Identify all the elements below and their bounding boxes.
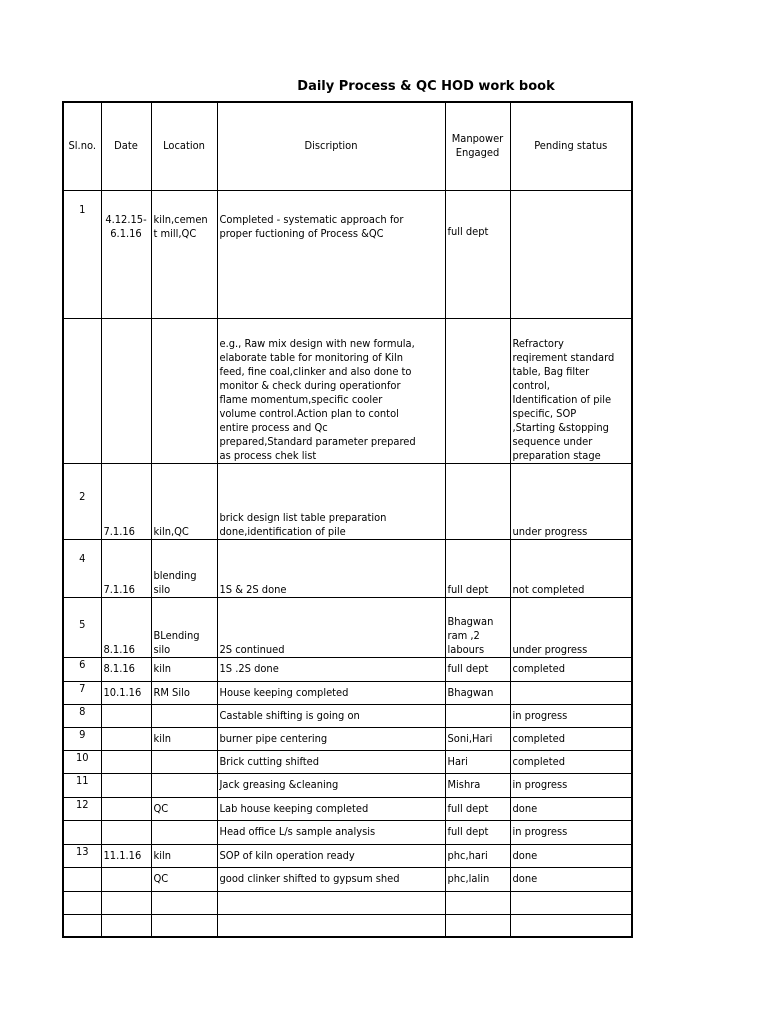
cell-date bbox=[101, 750, 151, 773]
table-row bbox=[63, 867, 632, 891]
cell-location bbox=[151, 914, 217, 937]
cell-pending: completed bbox=[510, 727, 632, 750]
cell-slno bbox=[63, 318, 101, 463]
cell-pending: not completed bbox=[510, 539, 632, 597]
cell-slno: 6 bbox=[63, 657, 101, 681]
table-row bbox=[63, 463, 632, 539]
cell-slno: 4 bbox=[63, 539, 101, 597]
table-header-row bbox=[63, 102, 632, 190]
cell-pending: in progress bbox=[510, 704, 632, 727]
cell-description: brick design list table preparation done,identification of pile bbox=[217, 463, 445, 539]
cell-pending: in progress bbox=[510, 820, 632, 844]
cell-slno: 11 bbox=[63, 773, 101, 797]
header-date: Date bbox=[101, 102, 151, 190]
cell-date: 11.1.16 bbox=[101, 844, 151, 867]
cell-location bbox=[151, 773, 217, 797]
cell-location bbox=[151, 750, 217, 773]
cell-description: Completed - systematic approach for proper fuctioning of Process &QC bbox=[217, 190, 445, 318]
cell-date bbox=[101, 914, 151, 937]
cell-pending: in progress bbox=[510, 773, 632, 797]
cell-slno: 5 bbox=[63, 597, 101, 657]
cell-location: kiln,QC bbox=[151, 463, 217, 539]
cell-slno bbox=[63, 867, 101, 891]
cell-location bbox=[151, 318, 217, 463]
cell-location: kiln,cemen t mill,QC bbox=[151, 190, 217, 318]
cell-location bbox=[151, 820, 217, 844]
header-slno: Sl.no. bbox=[63, 102, 101, 190]
cell-pending: under progress bbox=[510, 463, 632, 539]
work-book-table bbox=[62, 101, 633, 938]
cell-manpower: full dept bbox=[445, 190, 510, 318]
cell-description: SOP of kiln operation ready bbox=[217, 844, 445, 867]
cell-manpower: full dept bbox=[445, 820, 510, 844]
cell-date bbox=[101, 318, 151, 463]
cell-date bbox=[101, 867, 151, 891]
table-row bbox=[63, 539, 632, 597]
header-description: Discription bbox=[217, 102, 445, 190]
cell-description: Jack greasing &cleaning bbox=[217, 773, 445, 797]
cell-date: 4.12.15- 6.1.16 bbox=[101, 190, 151, 318]
table-row bbox=[63, 657, 632, 681]
cell-manpower bbox=[445, 914, 510, 937]
cell-date bbox=[101, 820, 151, 844]
cell-slno bbox=[63, 820, 101, 844]
table-row bbox=[63, 797, 632, 820]
cell-description bbox=[217, 891, 445, 914]
cell-pending bbox=[510, 190, 632, 318]
table-row bbox=[63, 681, 632, 704]
cell-date: 8.1.16 bbox=[101, 657, 151, 681]
cell-manpower: Bhagwan ram ,2 labours bbox=[445, 597, 510, 657]
cell-description: 2S continued bbox=[217, 597, 445, 657]
cell-manpower: phc,lalin bbox=[445, 867, 510, 891]
cell-slno: 10 bbox=[63, 750, 101, 773]
cell-description: Brick cutting shifted bbox=[217, 750, 445, 773]
cell-manpower bbox=[445, 704, 510, 727]
table-row bbox=[63, 597, 632, 657]
cell-manpower bbox=[445, 318, 510, 463]
cell-date bbox=[101, 727, 151, 750]
table-row bbox=[63, 190, 632, 318]
cell-description: Castable shifting is going on bbox=[217, 704, 445, 727]
cell-pending bbox=[510, 891, 632, 914]
cell-location: RM Silo bbox=[151, 681, 217, 704]
table-row bbox=[63, 820, 632, 844]
table-row bbox=[63, 844, 632, 867]
cell-date: 8.1.16 bbox=[101, 597, 151, 657]
header-manpower: Manpower Engaged bbox=[445, 102, 510, 190]
cell-date bbox=[101, 891, 151, 914]
cell-slno: 7 bbox=[63, 681, 101, 704]
cell-date: 10.1.16 bbox=[101, 681, 151, 704]
cell-description: Lab house keeping completed bbox=[217, 797, 445, 820]
cell-pending: under progress bbox=[510, 597, 632, 657]
cell-pending: Refractory reqirement standard table, Bag filter control, Identification of pile specific, SOP ,Starting &stopping sequence under preparation stage bbox=[510, 318, 632, 463]
cell-manpower: phc,hari bbox=[445, 844, 510, 867]
table-row bbox=[63, 704, 632, 727]
cell-location: blending silo bbox=[151, 539, 217, 597]
cell-manpower bbox=[445, 891, 510, 914]
cell-description: good clinker shifted to gypsum shed bbox=[217, 867, 445, 891]
table-row bbox=[63, 891, 632, 914]
cell-pending: completed bbox=[510, 657, 632, 681]
cell-location: kiln bbox=[151, 657, 217, 681]
cell-location: QC bbox=[151, 797, 217, 820]
cell-location bbox=[151, 891, 217, 914]
cell-description: House keeping completed bbox=[217, 681, 445, 704]
cell-location: kiln bbox=[151, 844, 217, 867]
cell-pending: done bbox=[510, 867, 632, 891]
cell-manpower: Bhagwan bbox=[445, 681, 510, 704]
cell-pending: done bbox=[510, 844, 632, 867]
header-pending-status: Pending status bbox=[510, 102, 632, 190]
cell-date bbox=[101, 704, 151, 727]
cell-pending: completed bbox=[510, 750, 632, 773]
cell-manpower: full dept bbox=[445, 539, 510, 597]
table-row bbox=[63, 318, 632, 463]
cell-manpower: full dept bbox=[445, 797, 510, 820]
cell-slno: 1 bbox=[63, 190, 101, 318]
cell-pending bbox=[510, 914, 632, 937]
cell-location bbox=[151, 704, 217, 727]
cell-slno: 12 bbox=[63, 797, 101, 820]
table-row bbox=[63, 750, 632, 773]
cell-slno: 9 bbox=[63, 727, 101, 750]
cell-location: QC bbox=[151, 867, 217, 891]
cell-pending bbox=[510, 681, 632, 704]
cell-slno: 13 bbox=[63, 844, 101, 867]
cell-slno: 2 bbox=[63, 463, 101, 539]
cell-pending: done bbox=[510, 797, 632, 820]
cell-date: 7.1.16 bbox=[101, 539, 151, 597]
page-title: Daily Process & QC HOD work book bbox=[297, 79, 555, 94]
cell-slno: 8 bbox=[63, 704, 101, 727]
cell-manpower: full dept bbox=[445, 657, 510, 681]
cell-manpower bbox=[445, 463, 510, 539]
cell-slno bbox=[63, 914, 101, 937]
cell-slno bbox=[63, 891, 101, 914]
cell-description: burner pipe centering bbox=[217, 727, 445, 750]
cell-description bbox=[217, 914, 445, 937]
cell-description: 1S .2S done bbox=[217, 657, 445, 681]
cell-location: BLending silo bbox=[151, 597, 217, 657]
header-location: Location bbox=[151, 102, 217, 190]
cell-date bbox=[101, 773, 151, 797]
table-row bbox=[63, 773, 632, 797]
cell-description: e.g., Raw mix design with new formula, elaborate table for monitoring of Kiln feed, fine coal,clinker and also done to monitor & check during operationfor flame momentum,specific cooler volume control.Action plan to contol entire process and Qc prepared,Standard parameter prepared as process chek list bbox=[217, 318, 445, 463]
cell-date: 7.1.16 bbox=[101, 463, 151, 539]
cell-location: kiln bbox=[151, 727, 217, 750]
cell-description: Head office L/s sample analysis bbox=[217, 820, 445, 844]
table-row bbox=[63, 914, 632, 937]
table-row bbox=[63, 727, 632, 750]
cell-manpower: Mishra bbox=[445, 773, 510, 797]
cell-date bbox=[101, 797, 151, 820]
cell-manpower: Hari bbox=[445, 750, 510, 773]
cell-manpower: Soni,Hari bbox=[445, 727, 510, 750]
cell-description: 1S & 2S done bbox=[217, 539, 445, 597]
